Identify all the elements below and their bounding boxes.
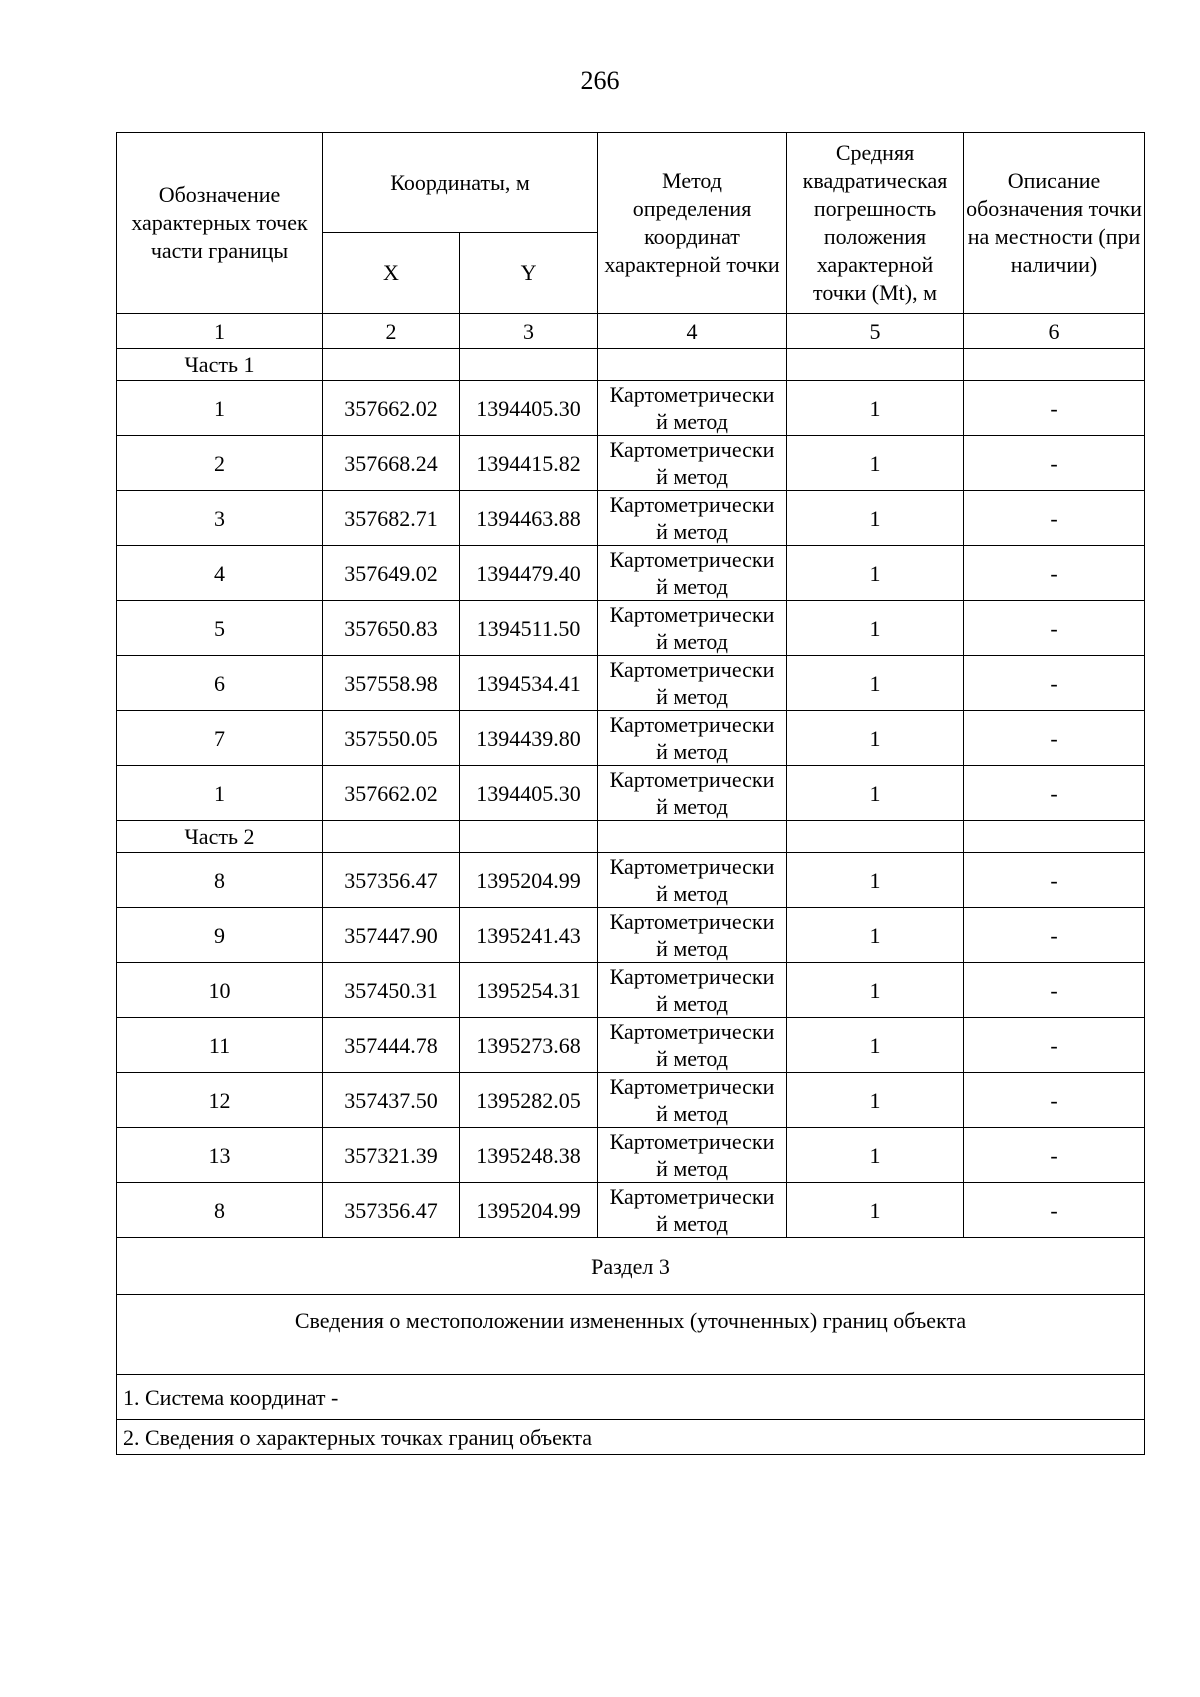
method-line-1: Картометрически (609, 964, 775, 989)
method-line-1: Картометрически (609, 1019, 775, 1044)
point-number: 3 (117, 491, 323, 546)
y-coordinate: 1394415.82 (460, 436, 598, 491)
method-cell (598, 1073, 787, 1128)
method-cell (598, 601, 787, 656)
method-cell (598, 1128, 787, 1183)
point-description: - (964, 1073, 1145, 1128)
part-label: Часть 2 (117, 821, 323, 853)
mean-error: 1 (787, 908, 964, 963)
table-row (117, 711, 1145, 766)
method-cell (598, 656, 787, 711)
mean-error: 1 (787, 381, 964, 436)
part-header-row (117, 821, 1145, 853)
section-title: Раздел 3 (117, 1238, 1145, 1295)
table-row (117, 381, 1145, 436)
method-line-2: й метод (656, 409, 728, 434)
x-coordinate: 357668.24 (323, 436, 460, 491)
y-coordinate: 1395254.31 (460, 963, 598, 1018)
method-line-1: Картометрически (609, 854, 775, 879)
method-cell (598, 766, 787, 821)
x-coordinate: 357356.47 (323, 853, 460, 908)
method-cell (598, 381, 787, 436)
empty-cell (323, 349, 460, 381)
method-line-2: й метод (656, 519, 728, 544)
method-cell (598, 908, 787, 963)
method-line-1: Картометрически (609, 657, 775, 682)
method-line-2: й метод (656, 1211, 728, 1236)
header-mean-error: Средняя квадратическая погрешность положения характерной точки (Mt), м (787, 133, 964, 314)
point-description: - (964, 1183, 1145, 1238)
boundary-points-item: 2. Сведения о характерных точках границ объекта (117, 1420, 1145, 1455)
empty-cell (460, 349, 598, 381)
method-line-2: й метод (656, 794, 728, 819)
method-cell (598, 436, 787, 491)
point-number: 5 (117, 601, 323, 656)
mean-error: 1 (787, 1128, 964, 1183)
header-y: Y (460, 233, 598, 314)
point-number: 11 (117, 1018, 323, 1073)
header-coordinates: Координаты, м (323, 133, 598, 233)
point-number: 4 (117, 546, 323, 601)
column-number: 5 (787, 314, 964, 349)
y-coordinate: 1395273.68 (460, 1018, 598, 1073)
method-line-1: Картометрически (609, 767, 775, 792)
x-coordinate: 357450.31 (323, 963, 460, 1018)
point-description: - (964, 436, 1145, 491)
method-line-1: Картометрически (609, 909, 775, 934)
y-coordinate: 1394479.40 (460, 546, 598, 601)
column-number: 3 (460, 314, 598, 349)
empty-cell (460, 821, 598, 853)
mean-error: 1 (787, 711, 964, 766)
method-line-1: Картометрически (609, 1184, 775, 1209)
point-description: - (964, 853, 1145, 908)
mean-error: 1 (787, 546, 964, 601)
table-row (117, 1183, 1145, 1238)
x-coordinate: 357550.05 (323, 711, 460, 766)
mean-error: 1 (787, 656, 964, 711)
x-coordinate: 357444.78 (323, 1018, 460, 1073)
mean-error: 1 (787, 1183, 964, 1238)
point-description: - (964, 1018, 1145, 1073)
boundary-points-table (116, 132, 1145, 1455)
table-row (117, 656, 1145, 711)
mean-error: 1 (787, 1018, 964, 1073)
method-line-1: Картометрически (609, 602, 775, 627)
empty-cell (964, 821, 1145, 853)
empty-cell (323, 821, 460, 853)
point-number: 13 (117, 1128, 323, 1183)
x-coordinate: 357437.50 (323, 1073, 460, 1128)
coordinate-system-item: 1. Система координат - (117, 1375, 1145, 1420)
point-number: 9 (117, 908, 323, 963)
point-description: - (964, 766, 1145, 821)
method-line-2: й метод (656, 629, 728, 654)
point-description: - (964, 656, 1145, 711)
method-line-2: й метод (656, 574, 728, 599)
method-cell (598, 1018, 787, 1073)
header-description: Описание обозначения точки на местности (при наличии) (964, 133, 1145, 314)
x-coordinate: 357682.71 (323, 491, 460, 546)
y-coordinate: 1394405.30 (460, 766, 598, 821)
y-coordinate: 1394463.88 (460, 491, 598, 546)
y-coordinate: 1394534.41 (460, 656, 598, 711)
method-line-1: Картометрически (609, 382, 775, 407)
x-coordinate: 357447.90 (323, 908, 460, 963)
method-line-2: й метод (656, 684, 728, 709)
y-coordinate: 1395204.99 (460, 853, 598, 908)
method-line-1: Картометрически (609, 1074, 775, 1099)
x-coordinate: 357650.83 (323, 601, 460, 656)
y-coordinate: 1395248.38 (460, 1128, 598, 1183)
point-description: - (964, 1128, 1145, 1183)
empty-cell (787, 349, 964, 381)
point-description: - (964, 963, 1145, 1018)
method-line-2: й метод (656, 464, 728, 489)
header-method: Метод определения координат характерной точки (598, 133, 787, 314)
point-description: - (964, 601, 1145, 656)
mean-error: 1 (787, 766, 964, 821)
mean-error: 1 (787, 491, 964, 546)
method-line-2: й метод (656, 1046, 728, 1071)
method-cell (598, 1183, 787, 1238)
empty-cell (598, 821, 787, 853)
column-number: 1 (117, 314, 323, 349)
table-row (117, 1128, 1145, 1183)
method-line-2: й метод (656, 991, 728, 1016)
column-number: 4 (598, 314, 787, 349)
table-row (117, 436, 1145, 491)
method-cell (598, 711, 787, 766)
point-number: 8 (117, 853, 323, 908)
x-coordinate: 357558.98 (323, 656, 460, 711)
y-coordinate: 1394439.80 (460, 711, 598, 766)
header-point-designation: Обозначение характерных точек части границы (117, 133, 323, 314)
method-line-2: й метод (656, 936, 728, 961)
point-description: - (964, 908, 1145, 963)
y-coordinate: 1394405.30 (460, 381, 598, 436)
point-description: - (964, 546, 1145, 601)
x-coordinate: 357356.47 (323, 1183, 460, 1238)
point-number: 6 (117, 656, 323, 711)
method-line-1: Картометрически (609, 712, 775, 737)
y-coordinate: 1395204.99 (460, 1183, 598, 1238)
table-row (117, 908, 1145, 963)
mean-error: 1 (787, 601, 964, 656)
table-row (117, 546, 1145, 601)
part-header-row (117, 349, 1145, 381)
method-line-2: й метод (656, 881, 728, 906)
method-line-1: Картометрически (609, 1129, 775, 1154)
point-number: 12 (117, 1073, 323, 1128)
table-row (117, 853, 1145, 908)
point-number: 7 (117, 711, 323, 766)
x-coordinate: 357662.02 (323, 381, 460, 436)
method-line-2: й метод (656, 1101, 728, 1126)
point-number: 1 (117, 766, 323, 821)
column-number: 6 (964, 314, 1145, 349)
column-number: 2 (323, 314, 460, 349)
table-row (117, 491, 1145, 546)
method-cell (598, 853, 787, 908)
point-number: 2 (117, 436, 323, 491)
mean-error: 1 (787, 963, 964, 1018)
mean-error: 1 (787, 436, 964, 491)
section-subtitle: Сведения о местоположении измененных (уточненных) границ объекта (117, 1295, 1145, 1375)
y-coordinate: 1394511.50 (460, 601, 598, 656)
header-x: X (323, 233, 460, 314)
method-cell (598, 963, 787, 1018)
table-row (117, 601, 1145, 656)
point-description: - (964, 381, 1145, 436)
table-row (117, 1018, 1145, 1073)
point-number: 8 (117, 1183, 323, 1238)
x-coordinate: 357662.02 (323, 766, 460, 821)
point-description: - (964, 491, 1145, 546)
table-row (117, 963, 1145, 1018)
empty-cell (598, 349, 787, 381)
method-line-2: й метод (656, 739, 728, 764)
empty-cell (964, 349, 1145, 381)
mean-error: 1 (787, 853, 964, 908)
page-number: 266 (580, 66, 620, 95)
method-cell (598, 546, 787, 601)
point-description: - (964, 711, 1145, 766)
y-coordinate: 1395282.05 (460, 1073, 598, 1128)
method-line-1: Картометрически (609, 437, 775, 462)
table-row (117, 766, 1145, 821)
method-line-1: Картометрически (609, 492, 775, 517)
column-numbers-row (117, 314, 1145, 349)
empty-cell (787, 821, 964, 853)
x-coordinate: 357321.39 (323, 1128, 460, 1183)
table-row (117, 1073, 1145, 1128)
method-line-1: Картометрически (609, 547, 775, 572)
method-cell (598, 491, 787, 546)
part-label: Часть 1 (117, 349, 323, 381)
point-number: 1 (117, 381, 323, 436)
point-number: 10 (117, 963, 323, 1018)
mean-error: 1 (787, 1073, 964, 1128)
method-line-2: й метод (656, 1156, 728, 1181)
x-coordinate: 357649.02 (323, 546, 460, 601)
y-coordinate: 1395241.43 (460, 908, 598, 963)
